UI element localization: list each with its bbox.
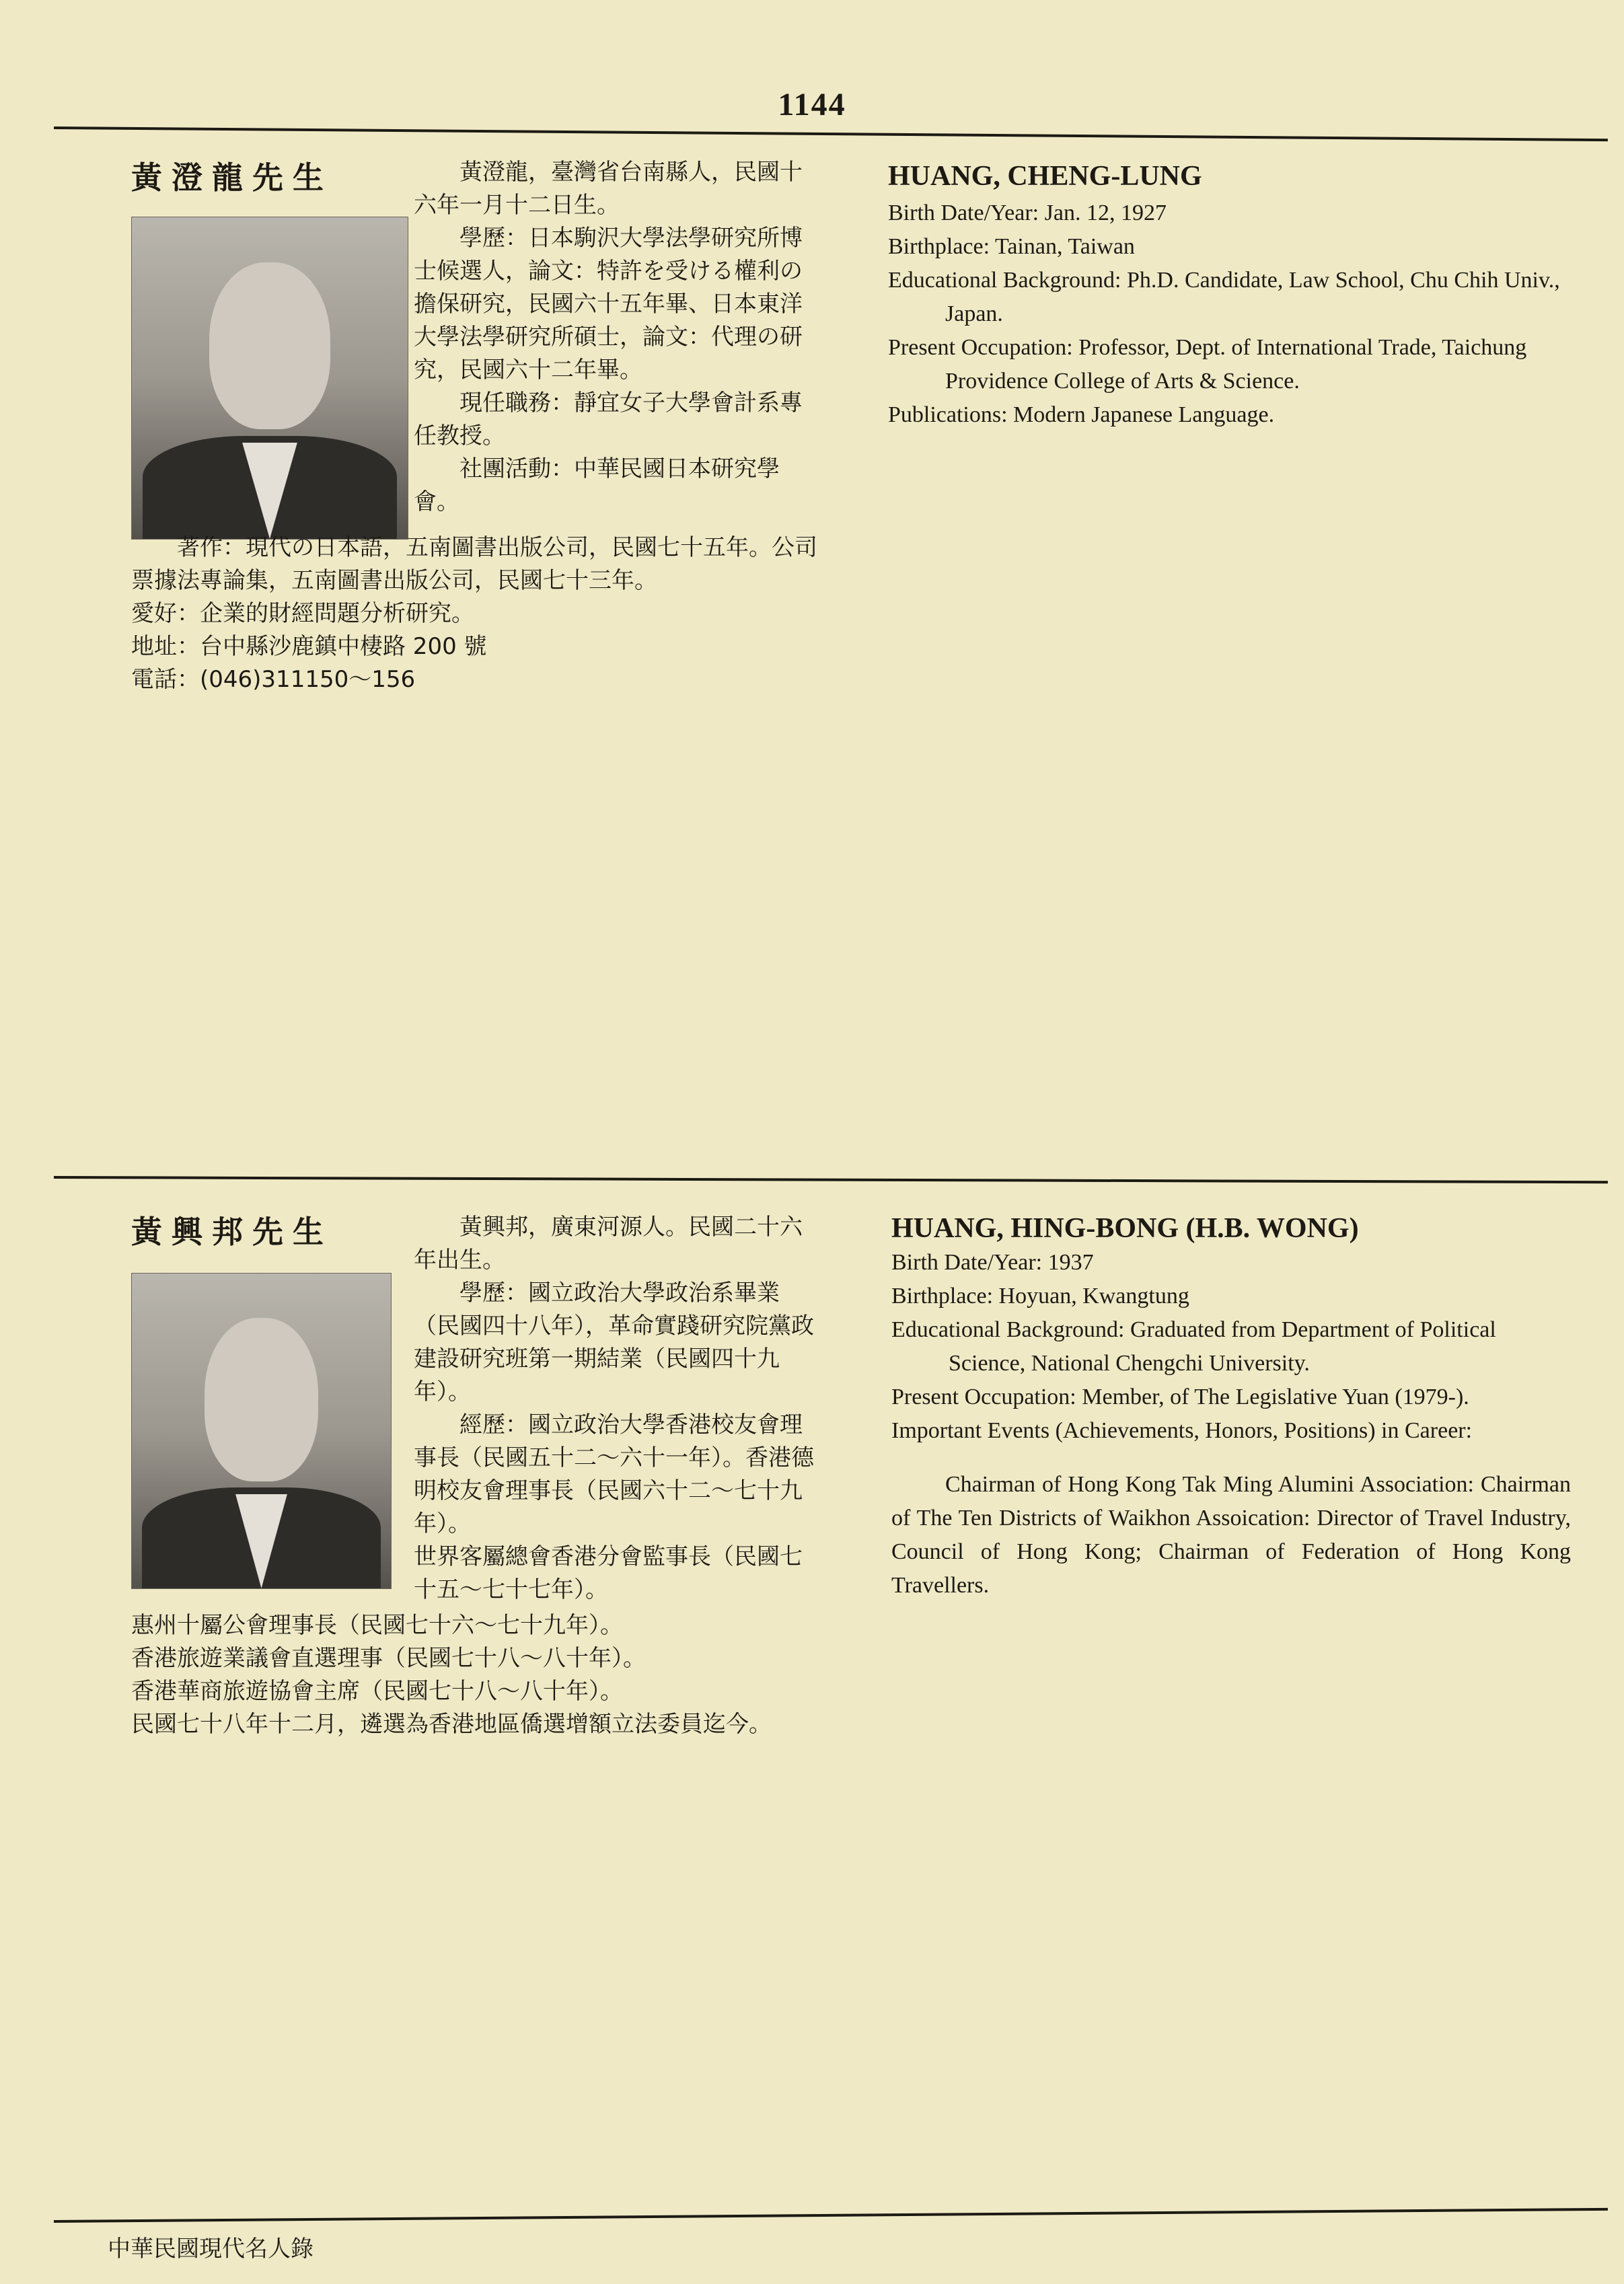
entry-2-chinese-bio-side	[414, 1211, 824, 1607]
portrait-face	[205, 1318, 318, 1481]
bio-line: 愛好：企業的財經問題分析研究。	[131, 600, 474, 627]
bio-line: Birthplace: Hoyuan, Kwangtung	[891, 1284, 1189, 1309]
bio-line: Present Occupation: Professor, Dept. of International Trade, Taichung Providence College of Arts & Science.	[888, 335, 1527, 394]
section-divider	[54, 1176, 1608, 1183]
entry-2-chinese-bio-full	[131, 1609, 824, 1741]
bio-line: 香港旅遊業議會直選理事（民國七十八～八十年）。	[131, 1645, 646, 1672]
bio-line: Educational Background: Graduated from Department of Political Science, National Chengchi University.	[891, 1317, 1496, 1376]
bio-line: 經歷：國立政治大學香港校友會理事長（民國五十二～六十一年）。香港德明校友會理事長（民國六十二～七十九年）。	[414, 1411, 814, 1537]
portrait-face	[209, 262, 330, 430]
bio-line: 黃興邦，廣東河源人。民國二十六年出生。	[414, 1214, 803, 1274]
bio-line: 黃澄龍，臺灣省台南縣人，民國十六年一月十二日生。	[414, 159, 803, 219]
entry-1-english-name: HUANG, CHENG-LUNG	[888, 161, 1202, 192]
entry-1-portrait-photo	[131, 217, 408, 540]
bio-line: Birthplace: Tainan, Taiwan	[888, 234, 1135, 259]
bio-line: 民國七十八年十二月，遴選為香港地區僑選增額立法委員迄今。	[131, 1711, 772, 1738]
bio-paragraph: Chairman of Hong Kong Tak Ming Alumini Association: Chairman of The Ten Districts of Waikhon Assoication: Director of Travel Industry, Council of Hong Kong; Chairman of Federation of Hong Kong Travellers.	[891, 1472, 1571, 1598]
bio-line: 地址：台中縣沙鹿鎮中棲路 200 號	[131, 633, 487, 660]
bio-line: Important Events (Achievements, Honors, Positions) in Career:	[891, 1418, 1473, 1443]
entry-1-english-bio	[888, 196, 1574, 432]
bio-line: 著作：現代の日本語，五南圖書出版公司，民國七十五年。公司票據法專論集，五南圖書出版公司，民國七十三年。	[131, 534, 817, 594]
bio-line: 電話：(046)311150～156	[131, 666, 416, 693]
bio-line: Birth Date/Year: Jan. 12, 1927	[888, 200, 1167, 225]
entry-2-chinese-name: 黃興邦先生	[131, 1214, 333, 1250]
footer-rule	[54, 2208, 1608, 2223]
footer-book-title: 中華民國現代名人錄	[108, 2236, 313, 2262]
entry-1-chinese-bio-full	[131, 531, 821, 696]
bio-line: 學歷：國立政治大學政治系畢業（民國四十八年），革命實踐研究院黨政建設研究班第一期結業（民國四十九年）。	[414, 1280, 814, 1405]
page-number: 1144	[778, 87, 846, 122]
bio-line: 惠州十屬公會理事長（民國七十六～七十九年）。	[131, 1612, 623, 1639]
bio-line: Educational Background: Ph.D. Candidate, Law School, Chu Chih Univ., Japan.	[888, 268, 1560, 326]
entry-1-chinese-name: 黃澄龍先生	[131, 159, 333, 196]
bio-line: Birth Date/Year: 1937	[891, 1250, 1094, 1275]
bio-line: 現任職務：靜宜女子大學會計系專任教授。	[414, 390, 803, 449]
entry-2-english-name: HUANG, HING-BONG (H.B. WONG)	[891, 1213, 1359, 1244]
bio-line: 社團活動：中華民國日本研究學會。	[414, 455, 780, 515]
bio-line: Present Occupation: Member, of The Legislative Yuan (1979-).	[891, 1385, 1469, 1409]
bio-line: Publications: Modern Japanese Language.	[888, 402, 1275, 427]
bio-line: 世界客屬總會香港分會監事長（民國七十五～七十七年）。	[414, 1543, 803, 1603]
entry-2-english-bio	[891, 1246, 1571, 1603]
bio-line: 香港華商旅遊協會主席（民國七十八～八十年）。	[131, 1678, 623, 1705]
entry-1-chinese-bio-side	[414, 156, 821, 519]
bio-line: 學歷：日本駒沢大學法學研究所博士候選人，論文：特許を受ける權利の擔保研究，民國六十五年畢、日本東洋大學法學研究所碩士，論文：代理の研究，民國六十二年畢。	[414, 225, 803, 383]
header-rule	[54, 126, 1608, 141]
entry-2-portrait-photo	[131, 1273, 392, 1589]
